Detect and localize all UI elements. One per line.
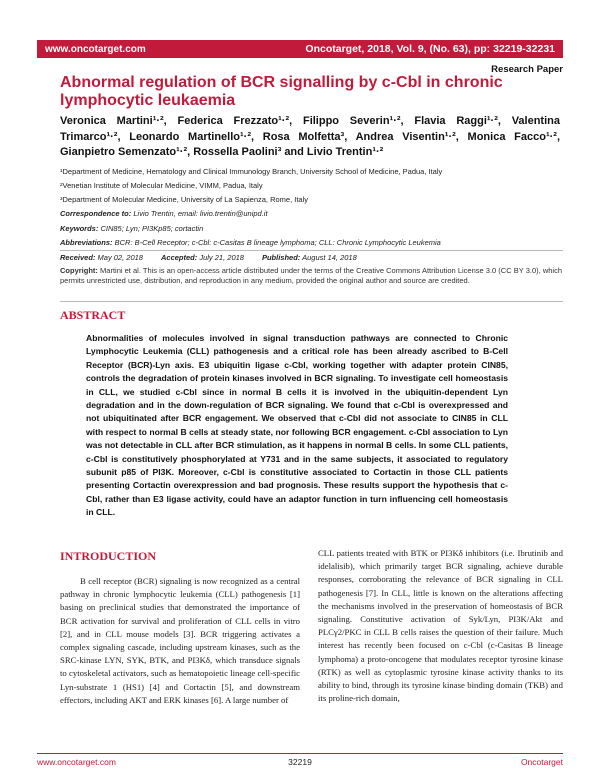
received-date: Received: May 02, 2018 (60, 253, 143, 262)
affiliation-2: ²Venetian Institute of Molecular Medicine, VIMM, Padua, Italy (60, 181, 263, 190)
abstract-heading: ABSTRACT (60, 308, 126, 322)
abstract-body: Abnormalities of molecules involved in signal transduction pathways are connected to Chronic Lymphocytic Leukemia (CLL) pathogenesis and a critical role has been already ascribed to B-Cell Receptor (BCR)-Lyn axis. E3 ubiquitin ligase c-Cbl, working together with adapter protein CIN85, controls the degradation of protein kinases involved in BCR signaling. To investigate cell homeostasis in CLL, we studied c-Cbl since in normal B cells it is involved in the ubiquitin-dependent Lyn degradation and in the down-regulation of BCR signaling. We found that c-Cbl is overexpressed and not ubiquitinated after BCR engagement. We observed that c-Cbl did not associate to CIN85 in CLL with respect to normal B cells at steady state, nor following BCR engagement. c-Cbl association to Lyn was not detectable in CLL after BCR stimulation, as it happens in normal B cells. In some CLL patients, c-Cbl is constitutively phosphorylated at Y731 and in the same subjects, it associated to regulatory subunit p85 of PI3K. Moreover, c-Cbl is constitutive associated to Cortactin in those CLL patients presenting Cortactin overexpression and bad prognosis. These results support the hypothesis that c-Cbl, rather than E3 ligase activity, could have an adaptor function in turn influencing cell homeostasis in CLL. (86, 333, 508, 518)
keywords-value: CIN85; Lyn; PI3Kp85; cortactin (100, 224, 204, 233)
header-citation: Oncotarget, 2018, Vol. 9, (No. 63), pp: 32219-32231 (305, 43, 555, 55)
article-title: Abnormal regulation of BCR signalling by c-Cbl in chronic lymphocytic leukaemia (60, 74, 503, 109)
correspondence-value[interactable]: Livio Trentin, email: livio.trentin@unipd.it (133, 209, 268, 218)
affiliation-1: ¹Department of Medicine, Hematology and Clinical Immunology Branch, University School of Medicine, Padua, Italy (60, 167, 443, 176)
correspondence-line (60, 209, 560, 218)
correspondence-label: Correspondence to: (60, 209, 132, 218)
copyright-notice (60, 266, 562, 287)
footer-rule (37, 753, 563, 754)
introduction-heading: INTRODUCTION (60, 549, 157, 563)
abbreviations-value: BCR: B-Cell Receptor; c-Cbl: c-Casitas B lineage lymphoma; CLL: Chronic Lymphocytic Leukemia (114, 238, 441, 247)
introduction-left-column: B cell receptor (BCR) signaling is now recognized as a central pathway in chronic lymphocytic leukemia (CLL) pathogenesis [1] basing on preclinical studies that demonstrated the importance of BCR activation for survival and proliferation of CLL cells in vitro [2], and in CLL mouse models [3]. BCR triggering activates a complex signaling cascade, including upstream kinases, such as the SRC-kinase LYN, SYK, BTK, and PI3Kδ, which transduce signals to cytoskeletal activators, such as hematopoietic lineage cell-specific Lyn-substrate 1 (HS1) [4] and Cortactin [5], and downstream effectors, including AKT and ERK kinases [6]. A large number of (60, 576, 300, 705)
header-site-link[interactable]: www.oncotarget.com (45, 43, 146, 55)
divider (60, 301, 563, 302)
article-type-label: Research Paper (491, 64, 563, 75)
footer-site-link[interactable]: www.oncotarget.com (37, 757, 116, 767)
author-list: Veronica Martini¹·², Federica Frezzato¹·², Filippo Severin¹·², Flavia Raggi¹·², Valentina Trimarco¹·², Leonardo Martinello¹·², Rosa Molfetta³, Andrea Visentin¹·², Monica Facco¹·², Gianpietro Semenzato¹·², Rossella Paolini³ and Livio Trentin¹·² (60, 115, 560, 158)
accepted-date: Accepted: July 21, 2018 (160, 253, 244, 262)
abbreviations-line (60, 238, 560, 247)
copyright-text: Martini et al. This is an open-access article distributed under the terms of the Creative Commons Attribution License 3.0 (CC BY 3.0), which permits unrestricted use, distribution, and reproduction in any medium, provided the original author and source are credited. (60, 266, 562, 286)
page-number: 32219 (288, 757, 312, 767)
introduction-right-column: CLL patients treated with BTK or PI3Kδ inhibitors (i.e. Ibrutinib and idelalisib), which primarily target BCR signaling, achieve durable responses, corroborating the relevance of BCR signaling in CLL pathogenesis [7]. In CLL, little is known on the alterations affecting the mechanisms involved in the preservation of homeostasis of BCR signaling. Constitutive activation of Syk/Lyn, PI3K/Akt and PLCγ2/PKC in CLL B cells raises the question of their failure. Much interest has recently been focused on c-Cbl (c-Casitas B lineage lymphoma) a proto-oncogene that modulates receptor tyrosine kinase (RTK) as well as cytoplasmic tyrosine kinase activity thanks to its ability to bind, through its tyrosine kinase binding domain (TKB) and its proline-rich domain, (318, 548, 563, 704)
keywords-label: Keywords: (60, 224, 99, 233)
published-date: Published: August 14, 2018 (261, 253, 357, 262)
footer-journal: Oncotarget (520, 757, 563, 767)
keywords-line (60, 224, 560, 233)
copyright-label: Copyright: (60, 266, 98, 275)
abbreviations-label: Abbreviations: (60, 238, 113, 247)
journal-header-band (37, 40, 563, 58)
dates-line (60, 253, 560, 262)
divider (60, 250, 563, 251)
affiliation-3: ³Department of Molecular Medicine, University of La Sapienza, Rome, Italy (60, 195, 309, 204)
